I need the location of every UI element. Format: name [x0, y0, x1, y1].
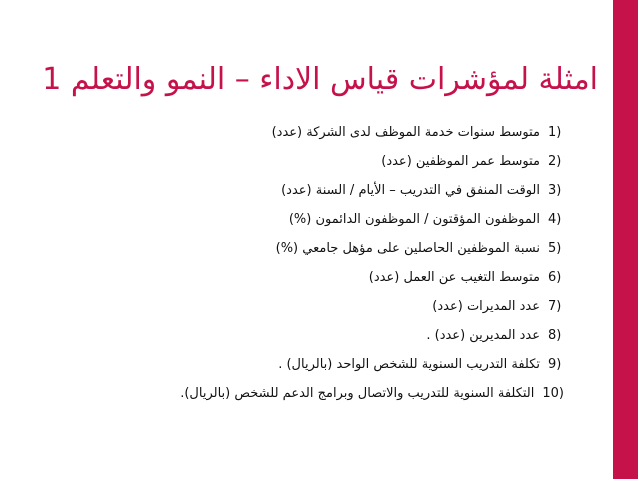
item-number: 10) — [542, 386, 564, 401]
list-item — [104, 176, 564, 205]
item-number: 8) — [548, 328, 562, 343]
list-item — [104, 379, 564, 408]
item-text: تكلفة التدريب السنوية للشخص الواحد (بالريال) . — [278, 357, 540, 372]
item-number: 7) — [548, 299, 562, 314]
item-number: 9) — [548, 357, 562, 372]
item-number: 5) — [548, 241, 562, 256]
list-item — [104, 292, 564, 321]
item-number: 2) — [548, 154, 562, 169]
item-number: 1) — [548, 125, 562, 140]
item-text: نسبة الموظفين الحاصلين على مؤهل جامعي (%) — [275, 241, 540, 256]
item-text: التكلفة السنوية للتدريب والاتصال وبرامج الدعم للشخص (بالريال). — [180, 386, 535, 401]
item-text: عدد المديرات (عدد) — [432, 299, 540, 314]
item-text: متوسط التغيب عن العمل (عدد) — [368, 270, 540, 285]
item-number: 4) — [548, 212, 562, 227]
slide-title: امثلة لمؤشرات قياس الاداء – النمو والتعلم 1 — [42, 62, 598, 97]
item-text: الوقت المنفق في التدريب – الأيام / السنة (عدد) — [281, 183, 540, 198]
item-text: متوسط سنوات خدمة الموظف لدى الشركة (عدد) — [271, 125, 540, 140]
list-item — [104, 205, 564, 234]
list-item — [104, 234, 564, 263]
item-text: عدد المديرين (عدد) . — [426, 328, 540, 343]
accent-side-bar — [613, 0, 638, 479]
page-number: 44 — [612, 434, 635, 458]
item-text: متوسط عمر الموظفين (عدد) — [381, 154, 540, 169]
list-item — [104, 350, 564, 379]
item-number: 6) — [548, 270, 562, 285]
list-item — [104, 321, 564, 350]
list-item — [104, 263, 564, 292]
indicator-list — [104, 118, 564, 408]
list-item — [104, 118, 564, 147]
item-number: 3) — [548, 183, 562, 198]
list-item — [104, 147, 564, 176]
item-text: الموظفون المؤقتون / الموظفون الدائمون (%) — [288, 212, 540, 227]
